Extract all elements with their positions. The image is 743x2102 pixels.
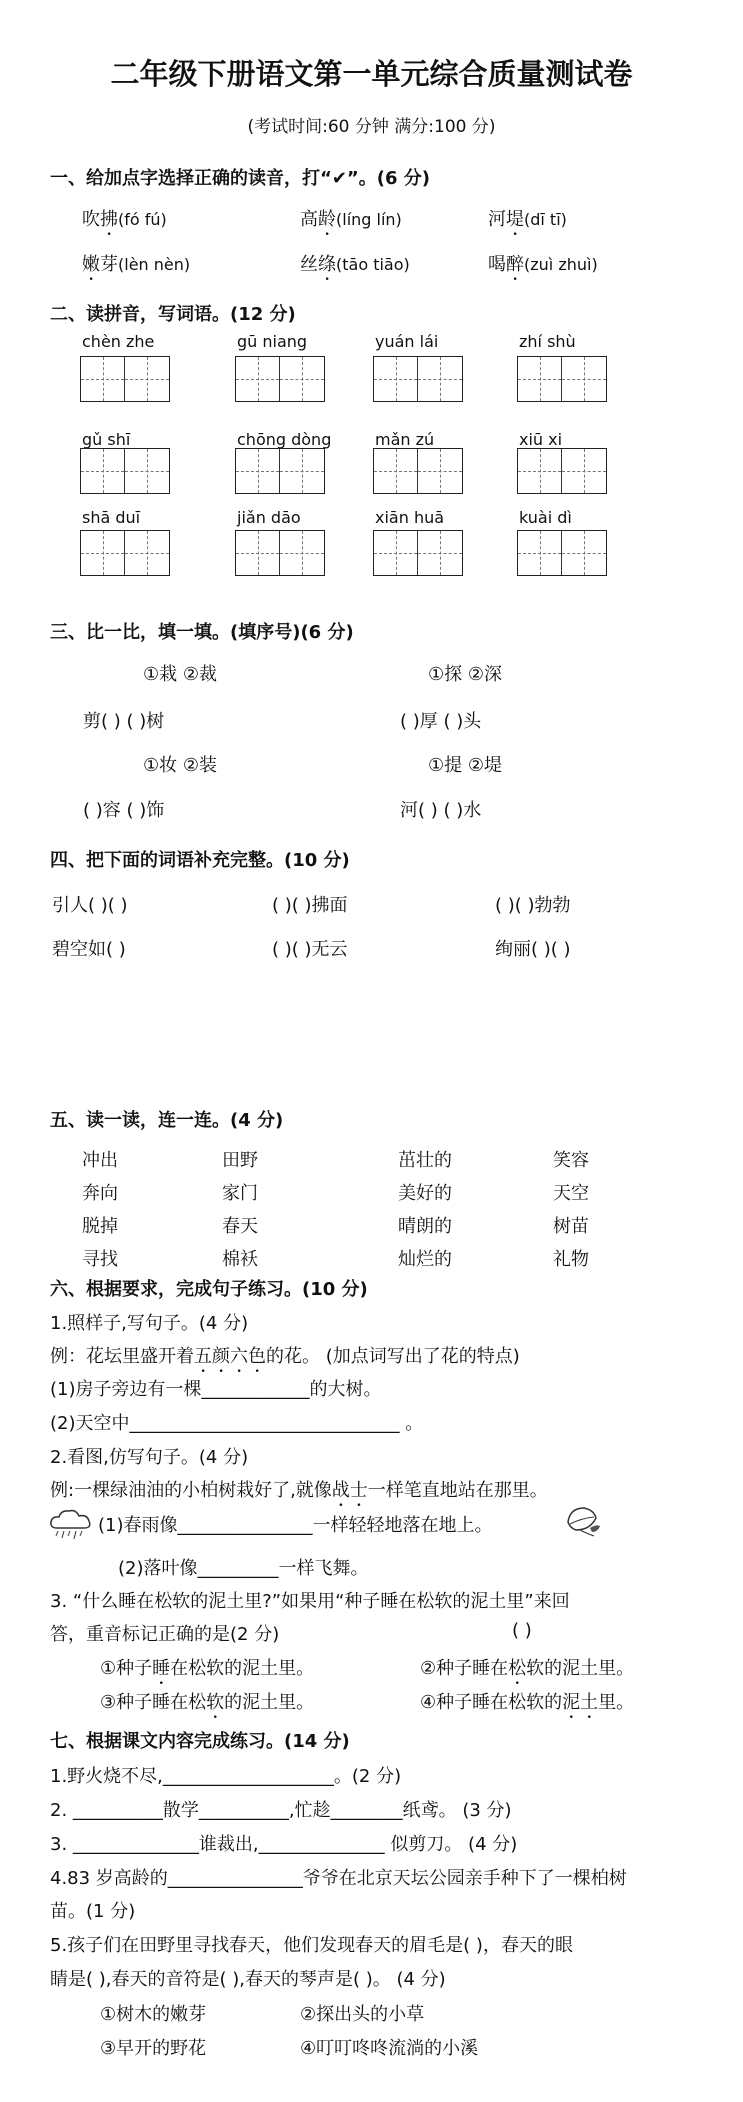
writing-cell[interactable] <box>81 531 125 575</box>
writing-grid[interactable] <box>373 448 463 494</box>
rain-cloud-icon <box>48 1508 94 1547</box>
writing-cell[interactable] <box>280 449 324 493</box>
s6-q3-line2: 答，重音标记正确的是(2 分) <box>50 1624 280 1645</box>
writing-cell[interactable] <box>518 449 562 493</box>
exam-info: (考试时间:60 分钟 满分:100 分) <box>247 117 496 137</box>
s6-q1: 1.照样子,写句子。(4 分) <box>50 1313 249 1334</box>
writing-grid[interactable] <box>517 530 607 576</box>
s7-option-1: ①树木的嫩芽 <box>100 2004 207 2025</box>
idiom-5: ( )( )无云 <box>272 939 348 960</box>
stress-option[interactable]: ②种子睡在松软的泥土里。 <box>420 1658 635 1679</box>
writing-grid[interactable] <box>373 356 463 402</box>
writing-cell[interactable] <box>562 357 606 401</box>
writing-cell[interactable] <box>280 531 324 575</box>
s6-q2a: (1)春雨像_______________一样轻轻地落在地上。 <box>98 1515 493 1536</box>
s6-q1a: (1)房子旁边有一棵____________的大树。 <box>50 1379 382 1400</box>
match-word[interactable]: 田野 <box>222 1150 258 1171</box>
pinyin-label: xiān huā <box>375 508 445 527</box>
writing-cell[interactable] <box>125 357 169 401</box>
match-word[interactable]: 冲出 <box>82 1150 118 1171</box>
section-2-heading: 二、读拼音，写词语。(12 分) <box>50 304 296 325</box>
idiom-4: 碧空如( ) <box>52 939 126 960</box>
s7-option-4: ④叮叮咚咚流淌的小溪 <box>300 2038 479 2059</box>
s6-q2b: (2)落叶像_________一样飞舞。 <box>118 1558 369 1579</box>
writing-cell[interactable] <box>418 357 462 401</box>
pinyin-label: mǎn zú <box>375 430 435 449</box>
pinyin-label: chōng dòng <box>237 430 332 449</box>
writing-cell[interactable] <box>125 449 169 493</box>
writing-cell[interactable] <box>236 357 280 401</box>
s6-example-1: 例：花坛里盛开着五颜六色的花。 (加点词写出了花的特点) <box>50 1346 520 1367</box>
writing-grid[interactable] <box>517 356 607 402</box>
pinyin-label: yuán lái <box>375 332 439 351</box>
match-word[interactable]: 美好的 <box>398 1183 452 1204</box>
section-3-row-1b: ( )厚 ( )头 <box>400 711 482 732</box>
s7-q1: 1.野火烧不尽,___________________。(2 分) <box>50 1766 402 1787</box>
s6-q1b: (2)天空中______________________________ 。 <box>50 1413 424 1434</box>
section-1-heading: 一、给加点字选择正确的读音，打“✔”。(6 分) <box>50 168 430 189</box>
match-word[interactable]: 灿烂的 <box>398 1249 452 1270</box>
section-3-row-2b: 河( ) ( )水 <box>400 800 482 821</box>
writing-cell[interactable] <box>562 449 606 493</box>
section-3-options-1b: ①探 ②深 <box>428 664 502 685</box>
match-word[interactable]: 脱掉 <box>82 1216 118 1237</box>
match-word[interactable]: 家门 <box>222 1183 258 1204</box>
stress-option[interactable]: ③种子睡在松软的泥土里。 <box>100 1692 315 1713</box>
section-3-options-2b: ①提 ②堤 <box>428 755 502 776</box>
writing-cell[interactable] <box>418 531 462 575</box>
writing-grid[interactable] <box>80 530 170 576</box>
pinyin-label: zhí shù <box>519 332 576 351</box>
section-3-row-2a: ( )容 ( )饰 <box>83 800 165 821</box>
writing-cell[interactable] <box>81 449 125 493</box>
s7-q5-line1: 5.孩子们在田野里寻找春天，他们发现春天的眉毛是( )，春天的眼 <box>50 1935 573 1956</box>
pronunciation-item: 喝醉(zuì zhuì) <box>488 254 598 275</box>
section-4-heading: 四、把下面的词语补充完整。(10 分) <box>50 850 350 871</box>
writing-cell[interactable] <box>374 531 418 575</box>
writing-cell[interactable] <box>81 357 125 401</box>
s7-q4-line1: 4.83 岁高龄的_______________爷爷在北京天坛公园亲手种下了一棵柏树 <box>50 1868 627 1889</box>
s7-q2: 2. __________散学__________,忙趁________纸鸢。 (3 分) <box>50 1800 512 1821</box>
writing-cell[interactable] <box>280 357 324 401</box>
match-word[interactable]: 茁壮的 <box>398 1150 452 1171</box>
stress-option[interactable]: ①种子睡在松软的泥土里。 <box>100 1658 315 1679</box>
pronunciation-item: 高龄(líng lín) <box>300 209 402 230</box>
idiom-6: 绚丽( )( ) <box>495 939 571 960</box>
s6-q2: 2.看图,仿写句子。(4 分) <box>50 1447 249 1468</box>
idiom-2: ( )( )拂面 <box>272 895 348 916</box>
pinyin-label: kuài dì <box>519 508 572 527</box>
section-7-heading: 七、根据课文内容完成练习。(14 分) <box>50 1731 350 1752</box>
section-3-options-1a: ①栽 ②裁 <box>143 664 217 685</box>
falling-leaf-icon <box>560 1500 604 1545</box>
s6-q3-answer: ( ) <box>512 1620 532 1641</box>
pinyin-label: shā duī <box>82 508 141 527</box>
match-word[interactable]: 奔向 <box>82 1183 118 1204</box>
pronunciation-item: 吹拂(fó fú) <box>82 209 167 230</box>
page-title: 二年级下册语文第一单元综合质量测试卷 <box>110 57 633 91</box>
pinyin-label: gū niang <box>237 332 308 351</box>
s7-q5-line2: 睛是( ),春天的音符是( ),春天的琴声是( )。 (4 分) <box>50 1969 446 1990</box>
pronunciation-item: 丝绦(tāo tiāo) <box>300 254 410 275</box>
match-word[interactable]: 寻找 <box>82 1249 118 1270</box>
pinyin-label: chèn zhe <box>82 332 155 351</box>
s7-option-3: ③早开的野花 <box>100 2038 207 2059</box>
match-word[interactable]: 树苗 <box>553 1216 589 1237</box>
writing-grid[interactable] <box>80 356 170 402</box>
idiom-1: 引人( )( ) <box>52 895 128 916</box>
writing-grid[interactable] <box>373 530 463 576</box>
section-5-heading: 五、读一读，连一连。(4 分) <box>50 1110 284 1131</box>
pronunciation-item: 嫩芽(lèn nèn) <box>82 254 191 275</box>
stress-option[interactable]: ④种子睡在松软的泥土里。 <box>420 1692 635 1713</box>
writing-cell[interactable] <box>518 531 562 575</box>
writing-grid[interactable] <box>235 448 325 494</box>
s6-example-2: 例:一棵绿油油的小柏树栽好了,就像战士一样笔直地站在那里。 <box>50 1480 548 1501</box>
pinyin-label: gǔ shī <box>82 430 131 449</box>
s6-q3-line1: 3. “什么睡在松软的泥土里?”如果用“种子睡在松软的泥土里”来回 <box>50 1591 570 1612</box>
writing-grid[interactable] <box>517 448 607 494</box>
s7-q4-line2: 苗。(1 分) <box>50 1901 136 1922</box>
writing-cell[interactable] <box>418 449 462 493</box>
match-word[interactable]: 笑容 <box>553 1150 589 1171</box>
writing-cell[interactable] <box>374 449 418 493</box>
section-3-options-2a: ①妆 ②装 <box>143 755 217 776</box>
writing-grid[interactable] <box>80 448 170 494</box>
match-word[interactable]: 晴朗的 <box>398 1216 452 1237</box>
match-word[interactable]: 天空 <box>553 1183 589 1204</box>
match-word[interactable]: 春天 <box>222 1216 258 1237</box>
pinyin-label: xiū xi <box>519 430 563 449</box>
section-6-heading: 六、根据要求，完成句子练习。(10 分) <box>50 1279 368 1300</box>
match-word[interactable]: 棉袄 <box>222 1249 258 1270</box>
writing-grid[interactable] <box>235 530 325 576</box>
pronunciation-item: 河堤(dī tī) <box>488 209 567 230</box>
writing-cell[interactable] <box>236 449 280 493</box>
writing-grid[interactable] <box>235 356 325 402</box>
pinyin-label: jiǎn dāo <box>237 508 301 527</box>
match-word[interactable]: 礼物 <box>553 1249 589 1270</box>
writing-cell[interactable] <box>374 357 418 401</box>
idiom-3: ( )( )勃勃 <box>495 895 571 916</box>
section-3-row-1a: 剪( ) ( )树 <box>83 711 165 732</box>
s7-option-2: ②探出头的小草 <box>300 2004 425 2025</box>
writing-cell[interactable] <box>562 531 606 575</box>
writing-cell[interactable] <box>236 531 280 575</box>
writing-cell[interactable] <box>125 531 169 575</box>
s7-q3: 3. ______________谁裁出,______________ 似剪刀。 (4 分) <box>50 1834 518 1855</box>
section-3-heading: 三、比一比，填一填。(填序号)(6 分) <box>50 622 354 643</box>
writing-cell[interactable] <box>518 357 562 401</box>
